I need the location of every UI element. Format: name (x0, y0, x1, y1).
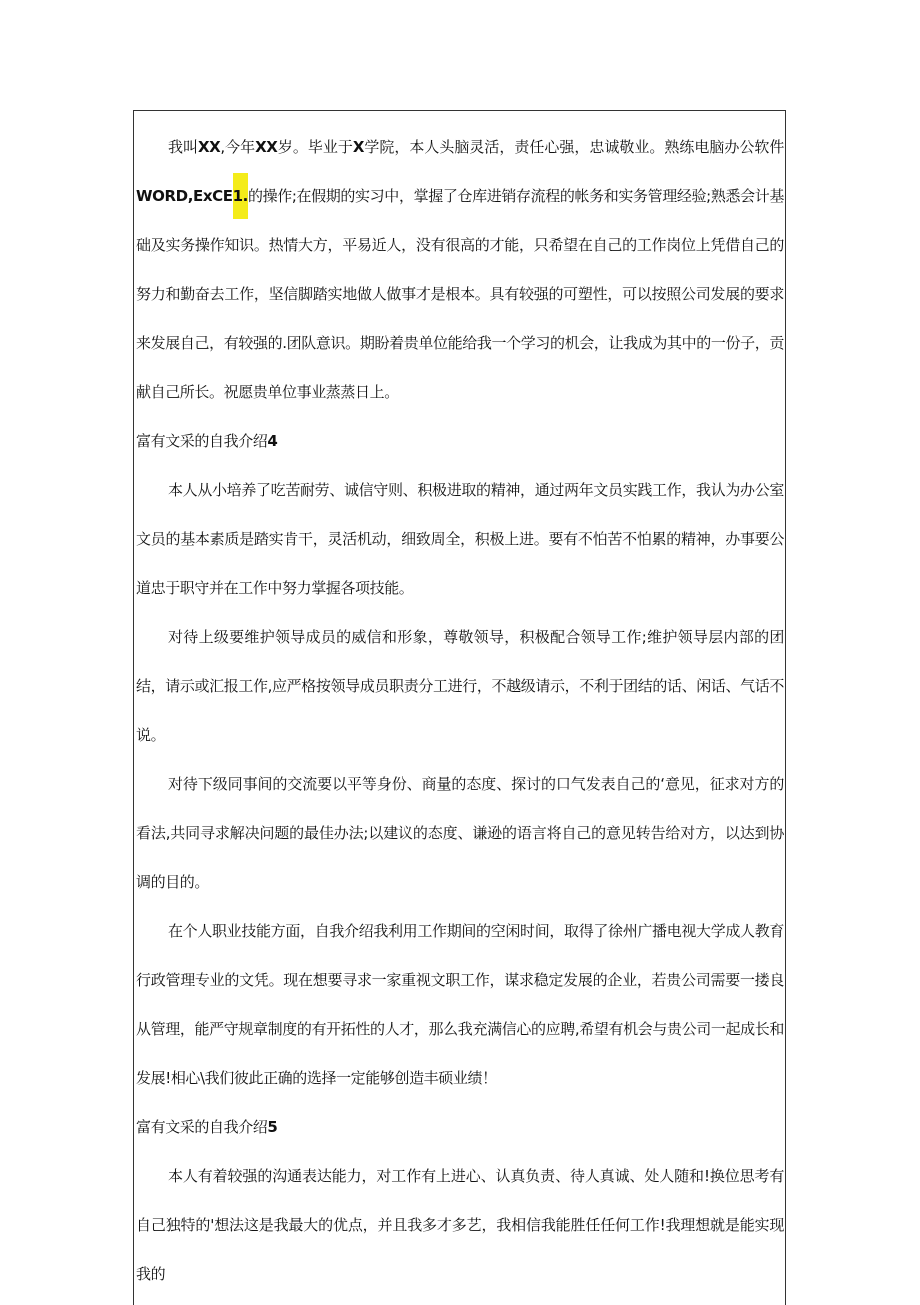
section-heading-5-text: 富有文采的自我介绍 (136, 1118, 268, 1136)
intro-school: X (352, 138, 365, 156)
section-heading-4-number: 4 (267, 432, 278, 450)
document-body (136, 123, 784, 1299)
intro-text-4: 学院，本人头脑灵活，责任心强，忠诚敬业。熟练电脑办公软件 (364, 138, 784, 156)
intro-name: XX (198, 138, 221, 156)
section-heading-5 (136, 1103, 784, 1152)
section-heading-5-number: 5 (267, 1118, 278, 1136)
intro-age: XX (255, 138, 278, 156)
section-4-paragraph-4: 在个人职业技能方面，自我介绍我利用工作期间的空闲时间，取得了徐州广播电视大学成人教育行政管理专业的文凭。现在想要寻求一家重视文职工作，谋求稳定发展的企业，若贵公司需要一搂良从管理，能严守规章制度的有开拓性的人才，那么我充满信心的应聘,希望有机会与贵公司一起成长和发展!相心\我们彼此正确的选择一定能够创造丰硕业绩！ (136, 922, 784, 1087)
intro-text-2: ,今年 (220, 138, 256, 156)
section-4-paragraph-3: 对待下级同事间的交流要以平等身份、商量的态度、探讨的口气发表自己的‘意见，征求对方的看法,共同寻求解决问题的最佳办法;以建议的态度、谦逊的语言将自己的意见转告给对方，以达到协调的目的。 (136, 775, 784, 891)
highlighted-text: 1. (233, 173, 248, 219)
intro-text-1: 我叫 (168, 138, 198, 156)
intro-paragraph (136, 123, 784, 417)
intro-text-3: 岁。毕业于 (277, 138, 353, 156)
intro-text-5: 的操作;在假期的实习中，掌握了仓库进销存流程的帐务和实务管理经验;熟悉会计基础及实务操作知识。热情大方，平易近人，没有很高的才能，只希望在自己的工作岗位上凭借自己的努力和勤奋去工作，坚信脚踏实地做人做事才是根本。具有较强的可塑性，可以按照公司发展的要求来发展自己，有较强的.团队意识。期盼着贵单位能给我一个学习的机会，让我成为其中的一份子，贡献自己所长。祝愿贵单位事业蒸蒸日上。 (136, 187, 784, 401)
section-5-paragraph-1: 本人有着较强的沟通表达能力，对工作有上进心、认真负责、待人真诚、处人随和!换位思考有自己独特的'想法这是我最大的优点，并且我多才多艺，我相信我能胜任任何工作!我理想就是能实现我的 (136, 1167, 784, 1283)
section-heading-4-text: 富有文采的自我介绍 (136, 432, 268, 450)
intro-software: WORD,ExCE (136, 187, 233, 205)
section-heading-4 (136, 417, 784, 466)
section-4-paragraph-2: 对待上级要维护领导成员的威信和形象，尊敬领导，积极配合领导工作;维护领导层内部的团结，请示或汇报工作,应严格按领导成员职责分工进行，不越级请示，不利于团结的话、闲话、气话不说。 (136, 628, 784, 744)
section-4-paragraph-1: 本人从小培养了吃苦耐劳、诚信守则、积极进取的精神，通过两年文员实践工作，我认为办公室文员的基本素质是踏实肯干，灵活机动，细致周全，积极上进。要有不怕苦不怕累的精神，办事要公道忠于职守并在工作中努力掌握各项技能。 (136, 481, 784, 597)
